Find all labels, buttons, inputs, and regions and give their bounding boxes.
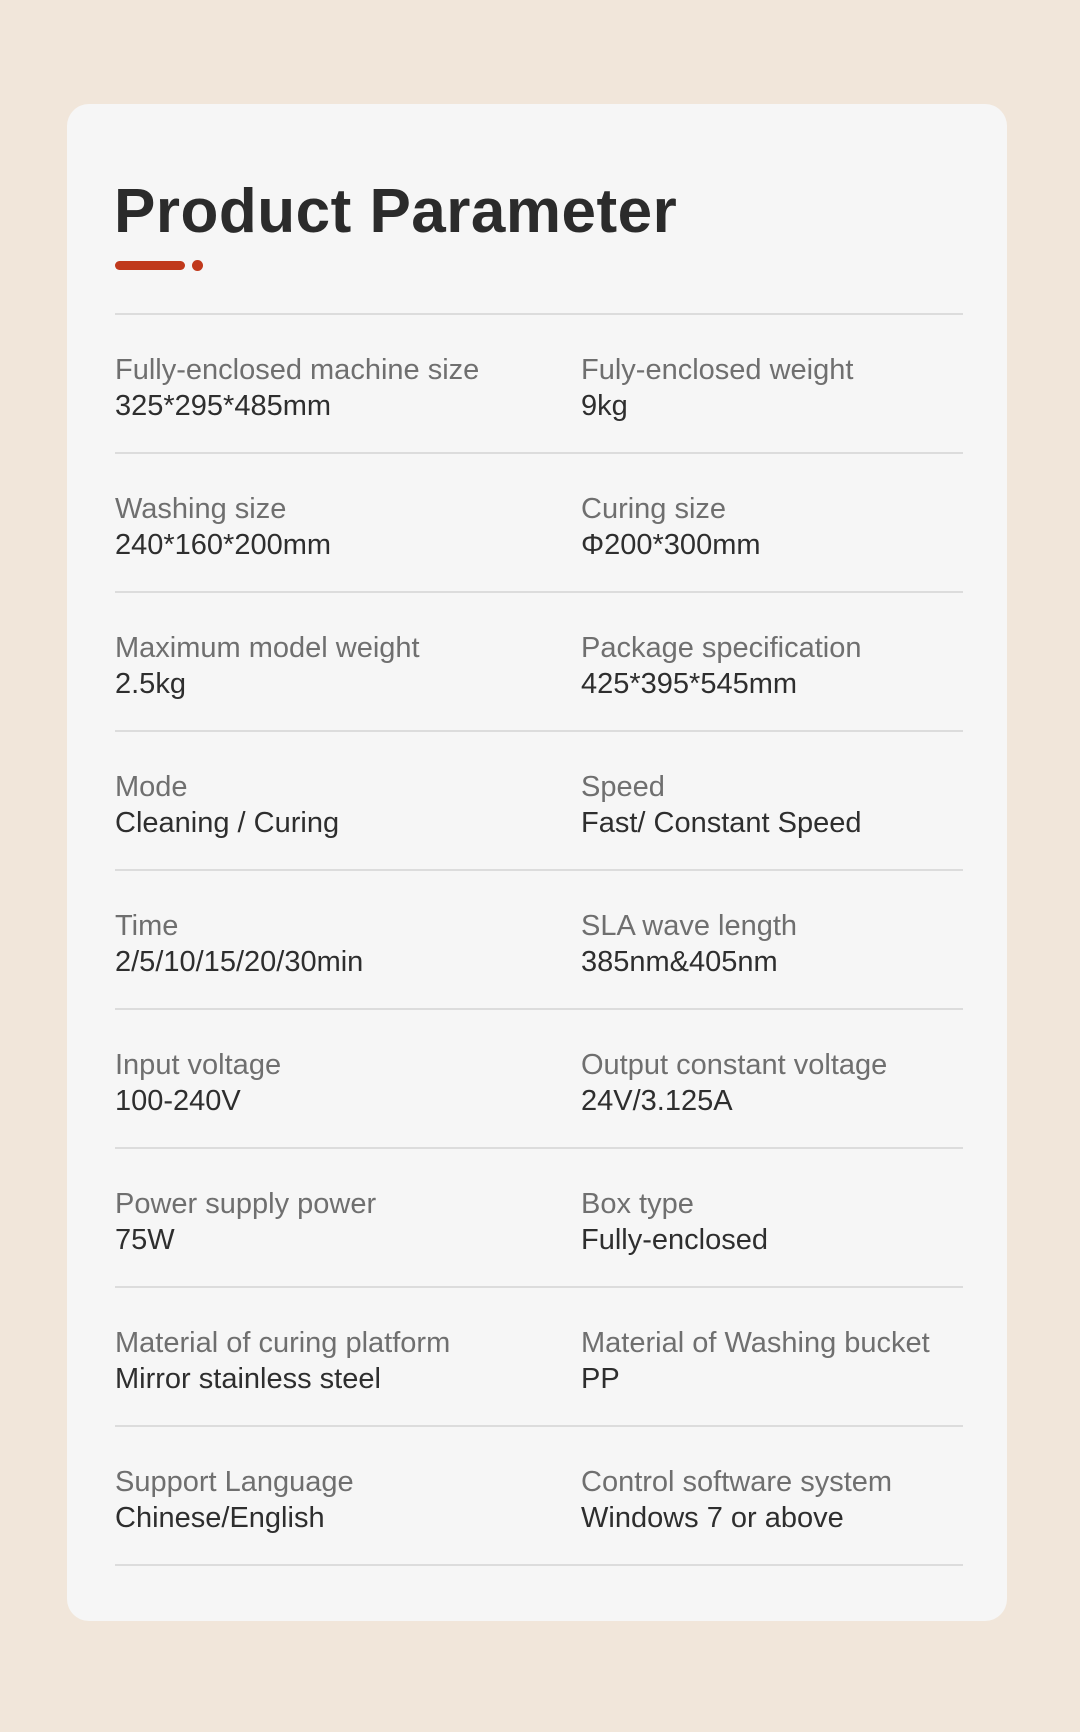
parameter-label: Speed — [581, 771, 665, 803]
parameter-label: SLA wave length — [581, 910, 798, 942]
parameter-value: 24V/3.125A — [581, 1085, 733, 1117]
parameter-row — [115, 454, 963, 593]
parameter-row — [115, 315, 963, 454]
parameter-label: Fuly-enclosed weight — [581, 354, 854, 386]
title-accent-dot — [192, 260, 203, 271]
parameter-label: Washing size — [115, 493, 287, 525]
parameter-value: Fast/ Constant Speed — [581, 807, 862, 839]
parameter-item — [581, 1047, 887, 1119]
parameter-row — [115, 593, 963, 732]
parameter-value: 75W — [115, 1224, 175, 1256]
parameter-row — [115, 871, 963, 1010]
title-accent-bar — [115, 261, 185, 270]
parameter-value: Mirror stainless steel — [115, 1363, 381, 1395]
parameter-label: Power supply power — [115, 1188, 377, 1220]
parameter-label: Maximum model weight — [115, 632, 420, 664]
parameter-row — [115, 1010, 963, 1149]
parameter-value: 2.5kg — [115, 668, 186, 700]
parameter-card — [67, 104, 1007, 1621]
parameter-label: Material of curing platform — [115, 1327, 451, 1359]
parameter-item — [115, 908, 363, 980]
parameter-item — [115, 1325, 450, 1397]
parameter-value: PP — [581, 1363, 620, 1395]
parameter-item — [581, 630, 862, 702]
parameter-item — [581, 491, 761, 563]
parameter-label: Support Language — [115, 1466, 354, 1498]
parameter-value: Cleaning / Curing — [115, 807, 340, 839]
parameter-label: Material of Washing bucket — [581, 1327, 930, 1359]
parameter-value: 100-240V — [115, 1085, 241, 1117]
parameter-row — [115, 732, 963, 871]
parameter-item — [115, 630, 420, 702]
parameter-item — [115, 491, 331, 563]
parameter-row — [115, 1427, 963, 1566]
parameter-item — [115, 352, 479, 424]
parameter-item — [115, 1047, 281, 1119]
parameter-value: 325*295*485mm — [115, 390, 332, 422]
parameter-label: Package specification — [581, 632, 862, 664]
parameter-row — [115, 1288, 963, 1427]
parameter-item — [115, 769, 339, 841]
parameter-table — [115, 313, 963, 1566]
parameter-label: Control software system — [581, 1466, 893, 1498]
parameter-label: Output constant voltage — [581, 1049, 888, 1081]
parameter-value: 9kg — [581, 390, 628, 422]
parameter-value: 425*395*545mm — [581, 668, 798, 700]
parameter-label: Input voltage — [115, 1049, 282, 1081]
parameter-item — [581, 352, 853, 424]
parameter-label: Fully-enclosed machine size — [115, 354, 480, 386]
parameter-value: Windows 7 or above — [581, 1502, 844, 1534]
parameter-value: 385nm&405nm — [581, 946, 778, 978]
parameter-row — [115, 1149, 963, 1288]
parameter-label: Time — [115, 910, 179, 942]
parameter-item — [581, 769, 862, 841]
parameter-value: 2/5/10/15/20/30min — [115, 946, 364, 978]
parameter-value: Fully-enclosed — [581, 1224, 768, 1256]
parameter-item — [581, 1186, 768, 1258]
parameter-item — [581, 1325, 930, 1397]
parameter-value: Chinese/English — [115, 1502, 325, 1534]
page-title: Product Parameter — [114, 177, 678, 246]
parameter-item — [581, 908, 797, 980]
parameter-item — [115, 1186, 376, 1258]
parameter-item — [115, 1464, 354, 1536]
parameter-value: 240*160*200mm — [115, 529, 332, 561]
parameter-label: Curing size — [581, 493, 727, 525]
parameter-value: Φ200*300mm — [581, 529, 761, 561]
parameter-label: Box type — [581, 1188, 694, 1220]
parameter-label: Mode — [115, 771, 188, 803]
parameter-item — [581, 1464, 892, 1536]
